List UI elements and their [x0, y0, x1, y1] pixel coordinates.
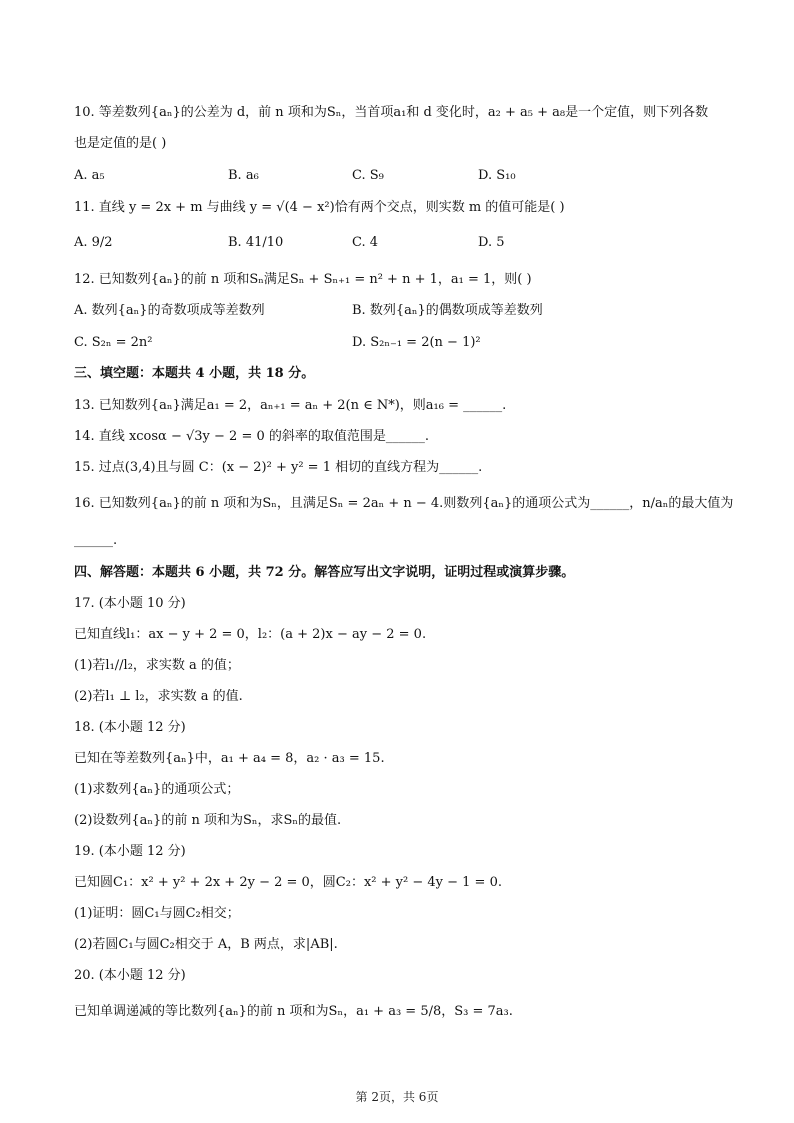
page-footer: 第 2页，共 6页	[355, 1090, 439, 1104]
q18-part1: (1)求数列{aₙ}的通项公式；	[74, 782, 240, 797]
q12-option-c: C. S₂ₙ = 2n²	[74, 335, 153, 350]
q11-option-a: A. 9/2	[74, 235, 113, 250]
q20-header: 20. (本小题 12 分)	[74, 968, 186, 983]
q10-line2: 也是定值的是( )	[74, 136, 167, 151]
q11-stem: 11. 直线 y = 2x + m 与曲线 y = √(4 − x²)恰有两个交点，则实数 m 的值可能是( )	[74, 200, 565, 215]
q13: 13. 已知数列{aₙ}满足a₁ = 2，aₙ₊₁ = aₙ + 2(n ∈ N*)，则a₁₆ = ______.	[74, 398, 507, 413]
q10-option-a: A. a₅	[74, 168, 105, 183]
section-3-heading: 三、填空题：本题共 4 小题，共 18 分。	[74, 366, 315, 381]
q17-stem: 已知直线l₁：ax − y + 2 = 0，l₂：(a + 2)x − ay − 2 = 0.	[74, 627, 427, 642]
q10-option-b: B. a₆	[228, 168, 259, 183]
q17-part2: (2)若l₁ ⊥ l₂，求实数 a 的值.	[74, 689, 243, 704]
q17-header: 17. (本小题 10 分)	[74, 596, 186, 611]
q12-option-b: B. 数列{aₙ}的偶数项成等差数列	[352, 303, 543, 318]
q10-option-d: D. S₁₀	[478, 168, 516, 183]
q18-stem: 已知在等差数列{aₙ}中，a₁ + a₄ = 8，a₂ · a₃ = 15.	[74, 751, 385, 766]
q15: 15. 过点(3,4)且与圆 C：(x − 2)² + y² = 1 相切的直线方程为______.	[74, 460, 483, 475]
q12-option-d: D. S₂ₙ₋₁ = 2(n − 1)²	[352, 335, 481, 350]
q12-option-a: A. 数列{aₙ}的奇数项成等差数列	[74, 303, 265, 318]
q14: 14. 直线 xcosα − √3y − 2 = 0 的斜率的取值范围是______.	[74, 429, 430, 444]
q11-option-c: C. 4	[352, 235, 379, 250]
q10-option-c: C. S₉	[352, 168, 384, 183]
q19-header: 19. (本小题 12 分)	[74, 844, 186, 859]
q19-part2: (2)若圆C₁与圆C₂相交于 A，B 两点，求|AB|.	[74, 937, 338, 952]
q20-stem: 已知单调递减的等比数列{aₙ}的前 n 项和为Sₙ，a₁ + a₃ = 5/8，S₃ = 7a₃.	[74, 1004, 513, 1019]
q18-part2: (2)设数列{aₙ}的前 n 项和为Sₙ，求Sₙ的最值.	[74, 813, 342, 828]
q18-header: 18. (本小题 12 分)	[74, 720, 186, 735]
section-4-heading: 四、解答题：本题共 6 小题，共 72 分。解答应写出文字说明，证明过程或演算步骤。	[74, 565, 575, 580]
q16-line1: 16. 已知数列{aₙ}的前 n 项和为Sₙ，且满足Sₙ = 2aₙ + n − 4.则数列{aₙ}的通项公式为______，n/aₙ的最大值为	[74, 496, 734, 511]
q11-option-b: B. 41/10	[228, 235, 284, 250]
q11-option-d: D. 5	[478, 235, 505, 250]
q16-line2: ______.	[74, 533, 118, 548]
q19-stem: 已知圆C₁：x² + y² + 2x + 2y − 2 = 0，圆C₂：x² + y² − 4y − 1 = 0.	[74, 875, 502, 890]
q10-line1: 10. 等差数列{aₙ}的公差为 d，前 n 项和为Sₙ，当首项a₁和 d 变化时，a₂ + a₅ + a₈是一个定值，则下列各数	[74, 105, 709, 120]
q17-part1: (1)若l₁//l₂，求实数 a 的值；	[74, 658, 240, 673]
q19-part1: (1)证明：圆C₁与圆C₂相交；	[74, 906, 240, 921]
q12-stem: 12. 已知数列{aₙ}的前 n 项和Sₙ满足Sₙ + Sₙ₊₁ = n² + n + 1，a₁ = 1，则( )	[74, 272, 532, 287]
